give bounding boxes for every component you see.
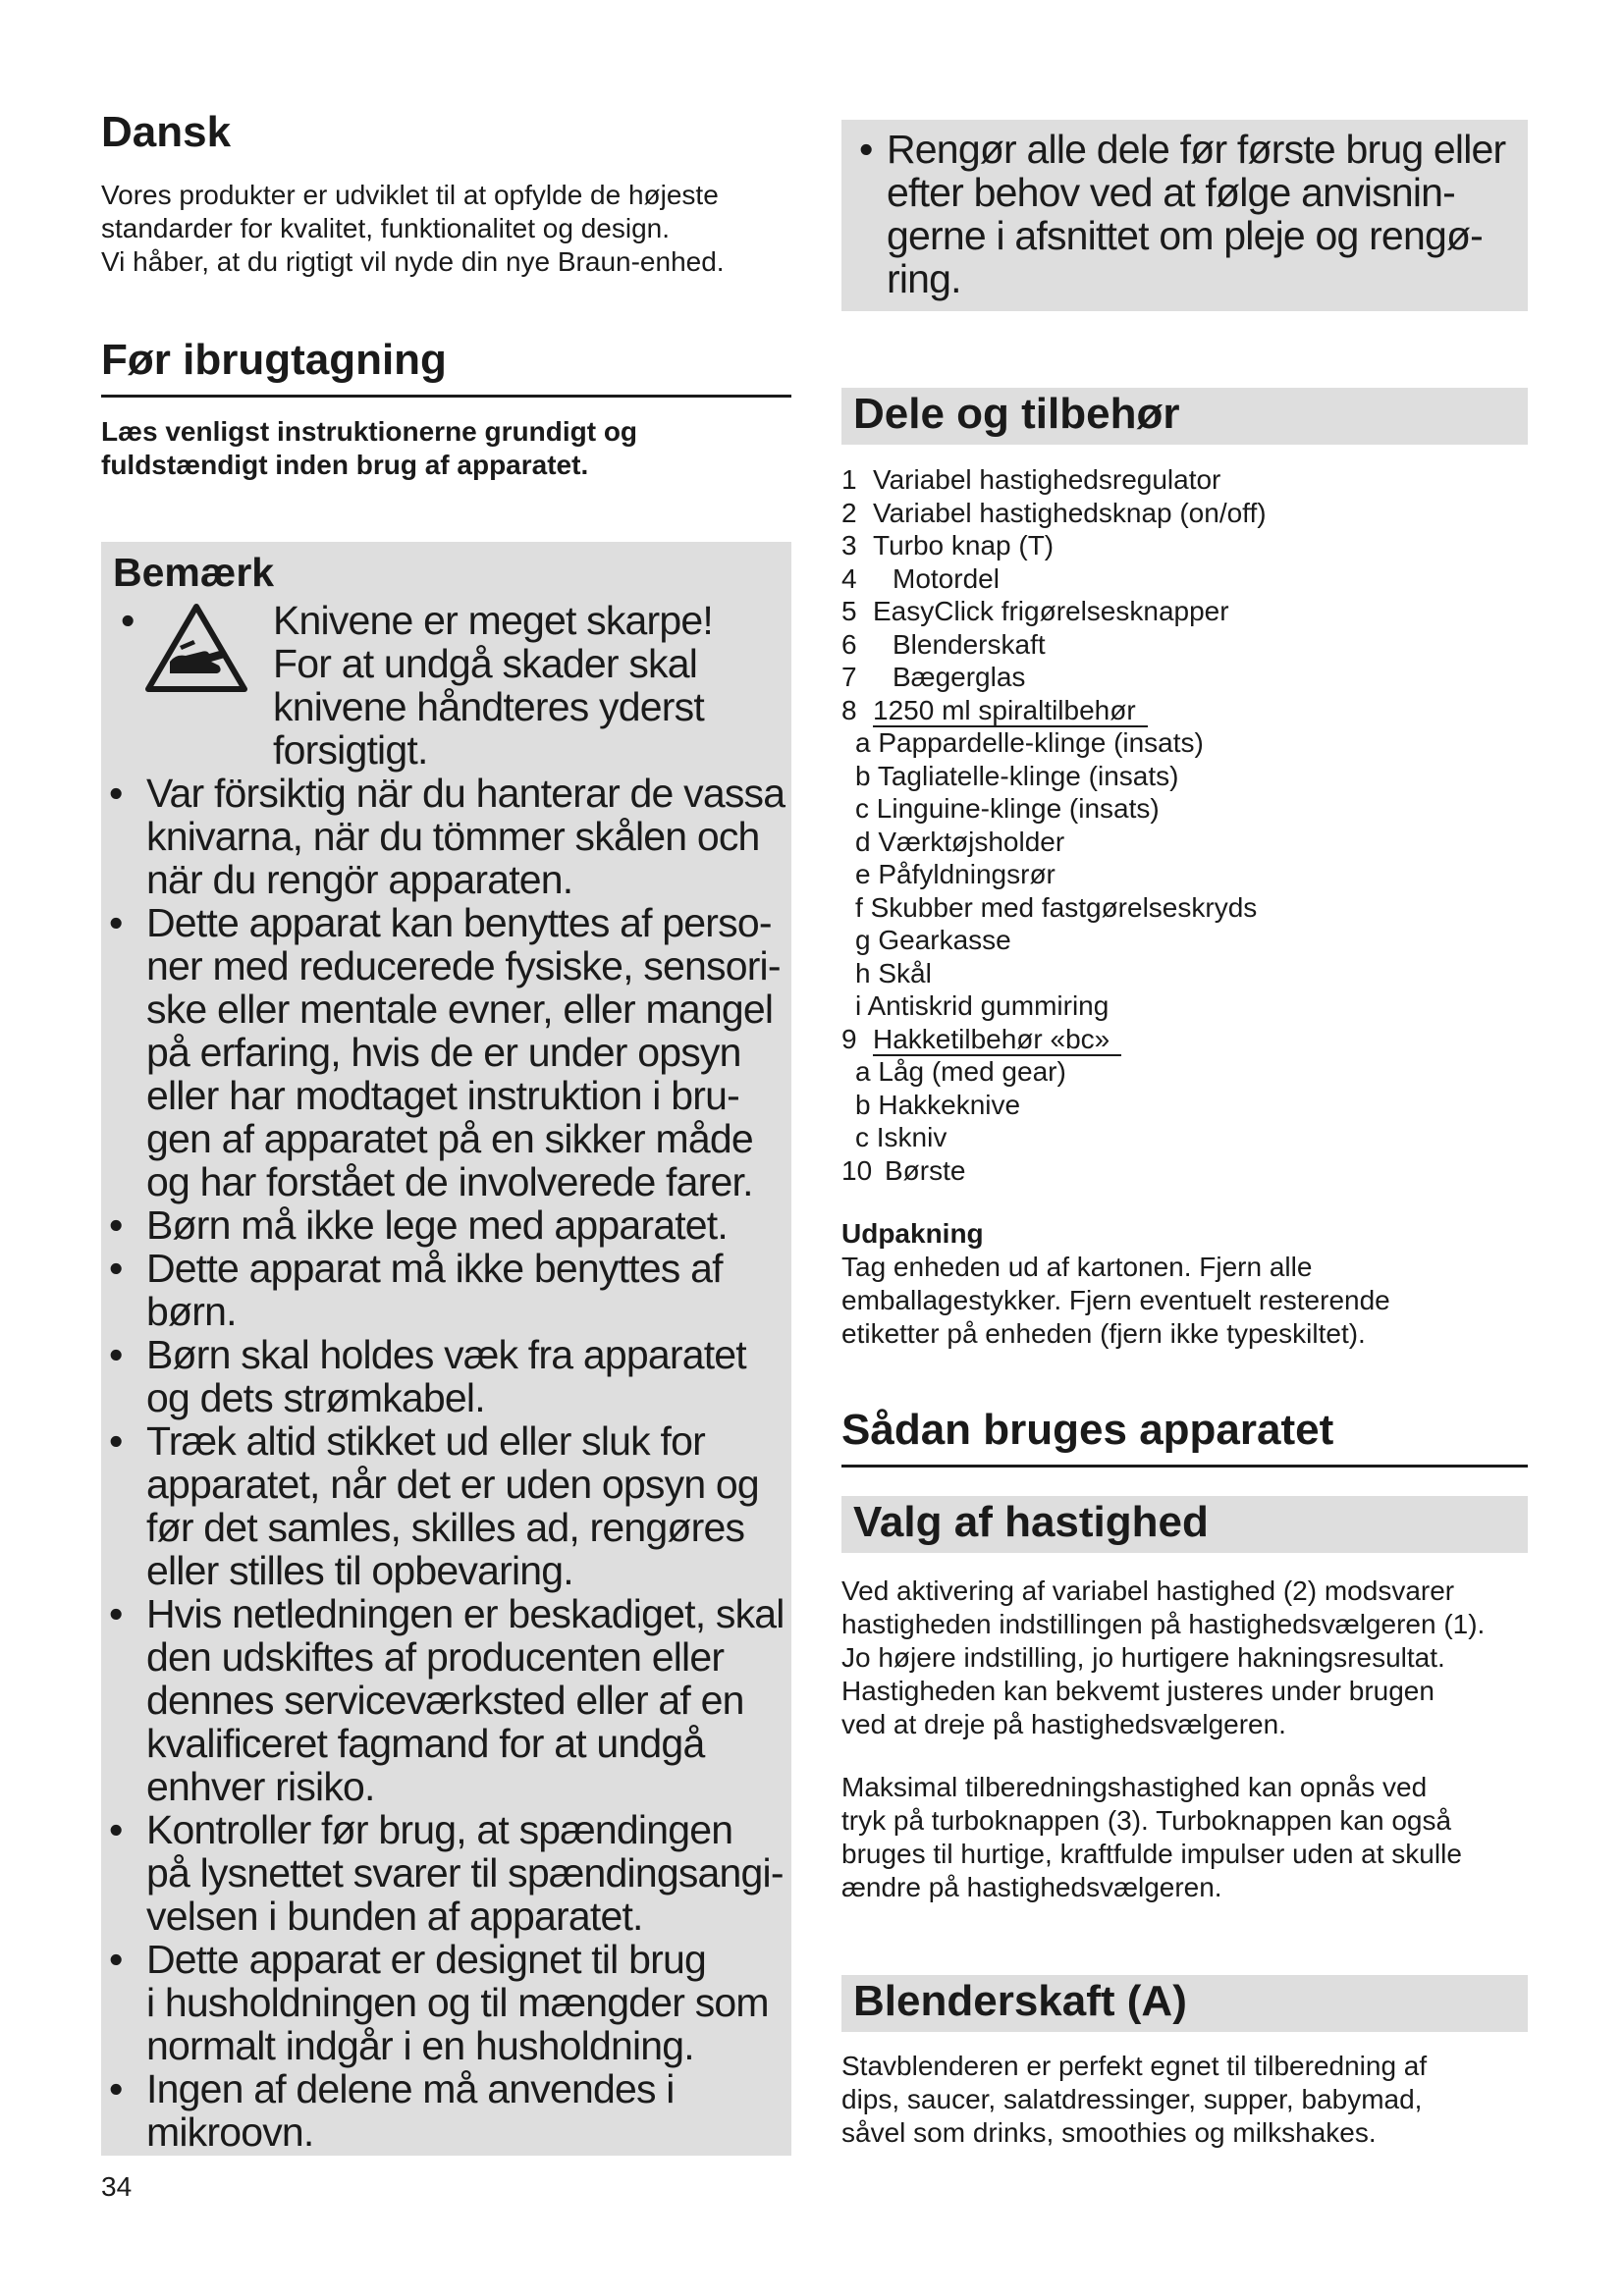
list-item: 6 Blenderskaft xyxy=(841,628,1046,660)
list-item: 10 Børste xyxy=(841,1154,966,1186)
notice-line: Hvis netledningen er beskadiget, skal xyxy=(146,1591,785,1636)
warning-line: Knivene er meget skarpe! xyxy=(273,598,713,643)
list-item: b Tagliatelle-klinge (insats) xyxy=(855,760,1179,791)
blender-header xyxy=(841,1975,1528,2032)
blender-line: Stavblenderen er perfekt egnet til tilberedning af xyxy=(841,2051,1428,2081)
unpacking-line: Tag enheden ud af kartonen. Fjern alle xyxy=(841,1252,1313,1282)
intro-line: Vores produkter er udviklet til at opfylde de højeste xyxy=(101,180,719,210)
notice-line: eller stilles til opbevaring. xyxy=(146,1548,573,1593)
notice-line: Børn skal holdes væk fra apparatet xyxy=(146,1332,746,1377)
list-item: 5 EasyClick frigørelsesknapper xyxy=(841,596,1229,626)
clean-note-box xyxy=(841,120,1528,311)
notice-line: på erfaring, hvis de er under opsyn xyxy=(146,1030,741,1075)
notice-line: eller har modtaget instruktion i bru- xyxy=(146,1073,739,1118)
list-item: 1 Variabel hastighedsregulator xyxy=(841,464,1221,495)
speed-line: ved at dreje på hastighedsvælgeren. xyxy=(841,1709,1286,1739)
clean-note-line: gerne i afsnittet om pleje og rengø- xyxy=(887,213,1484,258)
clean-note-line: ring. xyxy=(887,256,961,301)
bullet-dot: • xyxy=(109,1332,123,1377)
notice-item xyxy=(101,1247,788,1333)
list-item: 2 Variabel hastighedsknap (on/off) xyxy=(841,497,1267,528)
bullet-dot: • xyxy=(109,1591,123,1636)
notice-line: normalt indgår i en husholdning. xyxy=(146,2023,694,2068)
warning-line: forsigtigt. xyxy=(273,727,428,773)
speed-line: Jo højere indstilling, jo hurtigere hakningsresultat. xyxy=(841,1642,1445,1673)
usage-section xyxy=(841,1406,1528,1468)
notice-item xyxy=(101,1333,788,1419)
warning-line: knivene håndteres yderst xyxy=(273,684,704,729)
unpacking-section xyxy=(841,1217,1528,1351)
notice-line: knivarna, när du tömmer skålen och xyxy=(146,814,760,859)
notice-line: og har forstået de involverede farer. xyxy=(146,1159,753,1204)
parts-title: Dele og tilbehør xyxy=(853,390,1180,438)
notice-line: enhver risiko. xyxy=(146,1764,375,1809)
before-use-line: Læs venligst instruktionerne grundigt og xyxy=(101,416,638,447)
speed-text xyxy=(841,1575,1528,1904)
intro-line: Vi håber, at du rigtigt vil nyde din nye Braun-enhed. xyxy=(101,246,725,277)
notice-line: Ingen af delene må anvendes i xyxy=(146,2066,675,2111)
list-item: c Iskniv xyxy=(855,1122,947,1152)
page-number: 34 xyxy=(101,2171,133,2202)
list-item: 3 Turbo knap (T) xyxy=(841,530,1055,561)
bullet-dot: • xyxy=(109,1202,123,1248)
notice-line: Kontroller før brug, at spændingen xyxy=(146,1807,733,1852)
notice-line: børn. xyxy=(146,1289,237,1334)
parts-list xyxy=(841,463,1528,1187)
blender-text xyxy=(841,2050,1528,2150)
list-item: 7 Bægerglas xyxy=(841,662,1026,692)
blender-line: såvel som drinks, smoothies og milkshakes. xyxy=(841,2117,1377,2148)
notice-list xyxy=(101,772,788,2154)
notice-line: när du rengör apparaten. xyxy=(146,857,573,902)
bullet-dot: • xyxy=(109,900,123,945)
usage-title: Sådan bruges apparatet xyxy=(841,1406,1334,1454)
list-item: e Påfyldningsrør xyxy=(855,859,1056,889)
notice-line: Var försiktig när du hanterar de vassa xyxy=(146,771,785,816)
bullet-dot: • xyxy=(109,1807,123,1852)
unpacking-title: Udpakning xyxy=(841,1218,984,1249)
clean-note-line: Rengør alle dele før første brug eller xyxy=(887,127,1506,172)
notice-line: ske eller mentale evner, eller mangel xyxy=(146,987,774,1032)
notice-line: og dets strømkabel. xyxy=(146,1375,485,1420)
notice-line: velsen i bunden af apparatet. xyxy=(146,1894,643,1939)
notice-item xyxy=(101,1419,788,1592)
speed-line: bruges til hurtige, kraftfulde impulser uden at skulle xyxy=(841,1839,1462,1869)
intro-section xyxy=(101,108,798,279)
list-item: d Værktøjsholder xyxy=(855,826,1065,857)
before-use-title: Før ibrugtagning xyxy=(101,336,447,384)
notice-item xyxy=(101,1203,788,1247)
notice-line: kvalificeret fagmand for at undgå xyxy=(146,1721,705,1766)
speed-line: hastigheden indstillingen på hastighedsvælgeren (1). xyxy=(841,1609,1486,1639)
bullet-dot: • xyxy=(109,771,123,816)
notice-item xyxy=(101,2067,788,2154)
speed-line: ændre på hastighedsvælgeren. xyxy=(841,1872,1222,1902)
speed-line: Maksimal tilberedningshastighed kan opnås ved xyxy=(841,1772,1428,1802)
notice-line: Børn må ikke lege med apparatet. xyxy=(146,1202,728,1248)
list-item: c Linguine-klinge (insats) xyxy=(855,793,1160,824)
list-item: g Gearkasse xyxy=(855,925,1011,955)
warning-line: For at undgå skader skal xyxy=(273,641,698,686)
notice-line: den udskiftes af producenten eller xyxy=(146,1634,725,1680)
notice-item xyxy=(101,1592,788,1808)
notice-line: gen af apparatet på en sikker måde xyxy=(146,1116,753,1161)
bullet-dot: • xyxy=(859,127,874,172)
before-use-section xyxy=(101,336,791,482)
notice-item xyxy=(101,1808,788,1938)
bullet-dot: • xyxy=(121,598,135,643)
speed-title: Valg af hastighed xyxy=(853,1498,1209,1546)
bullet-dot: • xyxy=(109,2066,123,2111)
notice-line: i husholdningen og til mængder som xyxy=(146,1980,769,2025)
notice-item xyxy=(101,1938,788,2067)
blender-title: Blenderskaft (A) xyxy=(853,1977,1187,2025)
language-title: Dansk xyxy=(101,108,232,156)
bullet-dot: • xyxy=(109,1937,123,1982)
notice-line: Træk altid stikket ud eller sluk for xyxy=(146,1418,705,1464)
notice-line: før det samles, skilles ad, rengøres xyxy=(146,1505,745,1550)
speed-line: Hastigheden kan bekvemt justeres under brugen xyxy=(841,1676,1435,1706)
unpacking-line: emballagestykker. Fjern eventuelt resterende xyxy=(841,1285,1390,1315)
intro-line: standarder for kvalitet, funktionalitet og design. xyxy=(101,213,671,243)
list-item: 9 Hakketilbehør «bc» xyxy=(841,1023,1528,1056)
notice-line: Dette apparat er designet til brug xyxy=(146,1937,706,1982)
list-item: i Antiskrid gummiring xyxy=(855,990,1110,1021)
hand-warning-icon xyxy=(142,599,250,702)
list-item: a Pappardelle-klinge (insats) xyxy=(855,727,1204,758)
list-item: h Skål xyxy=(855,957,932,988)
list-item: b Hakkeknive xyxy=(855,1089,1021,1120)
list-item: 4 Motordel xyxy=(841,562,1000,594)
unpacking-line: etiketter på enheden (fjern ikke typeskiltet). xyxy=(841,1318,1366,1349)
list-item: f Skubber med fastgørelseskryds xyxy=(855,891,1258,923)
notice-line: ner med reducerede fysiske, sensori- xyxy=(146,943,781,988)
notice-item xyxy=(101,901,788,1203)
list-item: a Låg (med gear) xyxy=(855,1056,1066,1087)
blender-line: dips, saucer, salatdressinger, supper, babymad, xyxy=(841,2084,1423,2114)
notice-line: på lysnettet svarer til spændingsangi- xyxy=(146,1850,784,1896)
notice-title: Bemærk xyxy=(113,550,275,595)
notice-line: apparatet, når det er uden opsyn og xyxy=(146,1462,759,1507)
parts-header xyxy=(841,388,1528,445)
notice-item xyxy=(101,772,788,901)
before-use-line: fuldstændigt inden brug af apparatet. xyxy=(101,450,589,480)
notice-line: Dette apparat kan benyttes af perso- xyxy=(146,900,772,945)
list-item: 8 1250 ml spiraltilbehør xyxy=(841,694,1528,727)
notice-box xyxy=(101,542,791,2156)
clean-note-line: efter behov ved at følge anvisnin- xyxy=(887,170,1456,215)
bullet-dot: • xyxy=(109,1418,123,1464)
speed-line: tryk på turboknappen (3). Turboknappen kan også xyxy=(841,1805,1452,1836)
speed-line: Ved aktivering af variabel hastighed (2) modsvarer xyxy=(841,1575,1455,1606)
section-divider xyxy=(841,1465,1528,1468)
bullet-dot: • xyxy=(109,1246,123,1291)
speed-header xyxy=(841,1496,1528,1553)
notice-line: dennes serviceværksted eller af en xyxy=(146,1678,744,1723)
notice-line: mikroovn. xyxy=(146,2109,314,2155)
notice-line: Dette apparat må ikke benyttes af xyxy=(146,1246,723,1291)
